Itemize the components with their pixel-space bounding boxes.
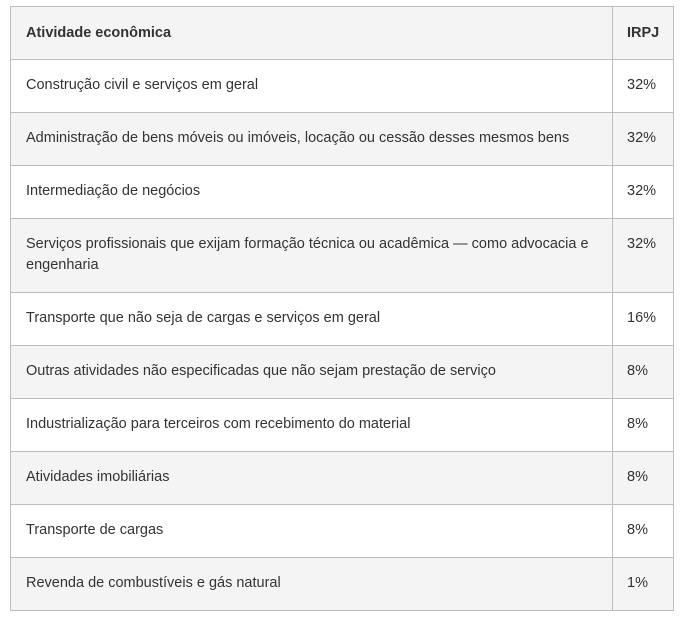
irpj-cell: 32%	[613, 219, 674, 293]
table-row	[11, 558, 674, 611]
table-row	[11, 219, 674, 293]
activity-cell: Revenda de combustíveis e gás natural	[11, 558, 613, 611]
table-row	[11, 505, 674, 558]
activity-cell: Serviços profissionais que exijam formação técnica ou acadêmica — como advocacia e engenharia	[11, 219, 613, 293]
table-row	[11, 166, 674, 219]
activity-cell: Atividades imobiliárias	[11, 452, 613, 505]
table-row	[11, 293, 674, 346]
header-irpj: IRPJ	[613, 7, 674, 60]
table-row	[11, 346, 674, 399]
irpj-cell: 8%	[613, 452, 674, 505]
irpj-cell: 32%	[613, 60, 674, 113]
activity-cell: Outras atividades não especificadas que não sejam prestação de serviço	[11, 346, 613, 399]
irpj-table-container	[10, 6, 673, 611]
table-row	[11, 399, 674, 452]
activity-cell: Transporte que não seja de cargas e serviços em geral	[11, 293, 613, 346]
irpj-cell: 32%	[613, 113, 674, 166]
irpj-rates-table	[10, 6, 674, 611]
irpj-cell: 1%	[613, 558, 674, 611]
table-row	[11, 452, 674, 505]
activity-cell: Transporte de cargas	[11, 505, 613, 558]
table-row	[11, 113, 674, 166]
irpj-cell: 16%	[613, 293, 674, 346]
activity-cell: Intermediação de negócios	[11, 166, 613, 219]
header-activity: Atividade econômica	[11, 7, 613, 60]
table-header-row	[11, 7, 674, 60]
irpj-cell: 8%	[613, 399, 674, 452]
table-row	[11, 60, 674, 113]
irpj-cell: 32%	[613, 166, 674, 219]
activity-cell: Industrialização para terceiros com recebimento do material	[11, 399, 613, 452]
irpj-cell: 8%	[613, 505, 674, 558]
activity-cell: Administração de bens móveis ou imóveis, locação ou cessão desses mesmos bens	[11, 113, 613, 166]
activity-cell: Construção civil e serviços em geral	[11, 60, 613, 113]
irpj-cell: 8%	[613, 346, 674, 399]
